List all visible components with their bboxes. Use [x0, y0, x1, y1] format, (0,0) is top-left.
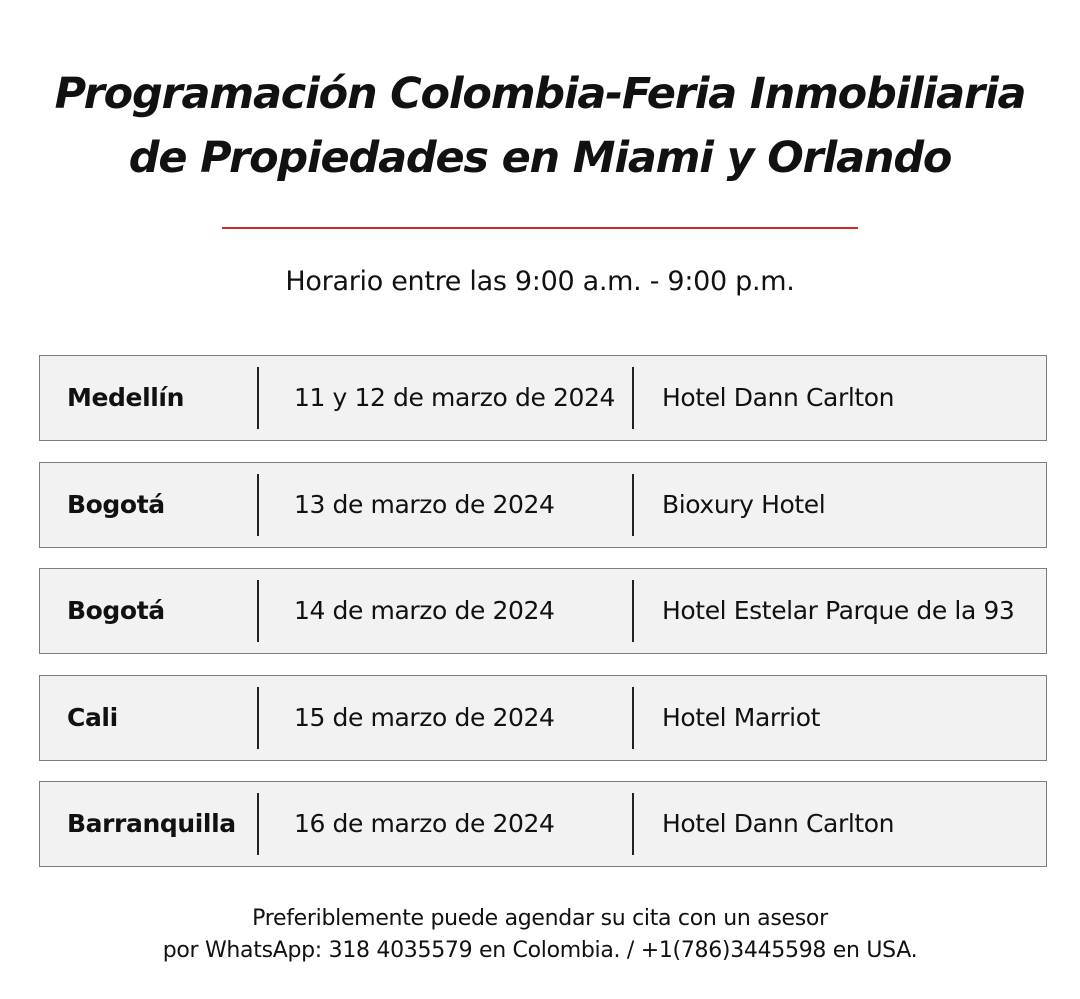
column-divider	[632, 580, 634, 642]
events-table	[39, 355, 1047, 888]
page-title	[0, 62, 1080, 190]
event-city: Cali	[67, 702, 118, 732]
event-venue: Hotel Dann Carlton	[662, 809, 895, 838]
table-row	[39, 462, 1047, 548]
contact-note-line-1: Preferiblemente puede agendar su cita con un asesor	[252, 906, 828, 931]
column-divider	[257, 580, 259, 642]
title-line-1: Programación Colombia-Feria Inmobiliaria	[54, 69, 1026, 119]
event-city: Barranquilla	[67, 809, 236, 838]
column-divider	[257, 474, 259, 536]
event-city: Bogotá	[67, 489, 165, 519]
event-date: 15 de marzo de 2024	[294, 702, 555, 732]
event-date: 13 de marzo de 2024	[294, 489, 555, 519]
event-venue: Hotel Marriot	[662, 702, 821, 732]
event-date: 11 y 12 de marzo de 2024	[294, 383, 615, 412]
title-divider	[222, 227, 858, 229]
event-date: 16 de marzo de 2024	[294, 809, 555, 838]
table-row	[39, 781, 1047, 867]
event-venue: Bioxury Hotel	[662, 489, 826, 519]
column-divider	[632, 474, 634, 536]
title-line-2: de Propiedades en Miami y Orlando	[128, 133, 952, 183]
contact-note	[0, 903, 1080, 967]
event-venue: Hotel Dann Carlton	[662, 383, 895, 412]
column-divider	[257, 687, 259, 749]
event-venue: Hotel Estelar Parque de la 93	[662, 596, 1015, 625]
column-divider	[257, 367, 259, 429]
table-row	[39, 675, 1047, 761]
column-divider	[257, 793, 259, 855]
event-city: Bogotá	[67, 596, 165, 625]
event-date: 14 de marzo de 2024	[294, 596, 555, 625]
column-divider	[632, 687, 634, 749]
table-row	[39, 355, 1047, 441]
schedule-hours: Horario entre las 9:00 a.m. - 9:00 p.m.	[285, 266, 795, 297]
table-row	[39, 568, 1047, 654]
contact-note-line-2: por WhatsApp: 318 4035579 en Colombia. / +1(786)3445598 en USA.	[162, 938, 918, 963]
event-city: Medellín	[67, 383, 184, 412]
column-divider	[632, 793, 634, 855]
column-divider	[632, 367, 634, 429]
